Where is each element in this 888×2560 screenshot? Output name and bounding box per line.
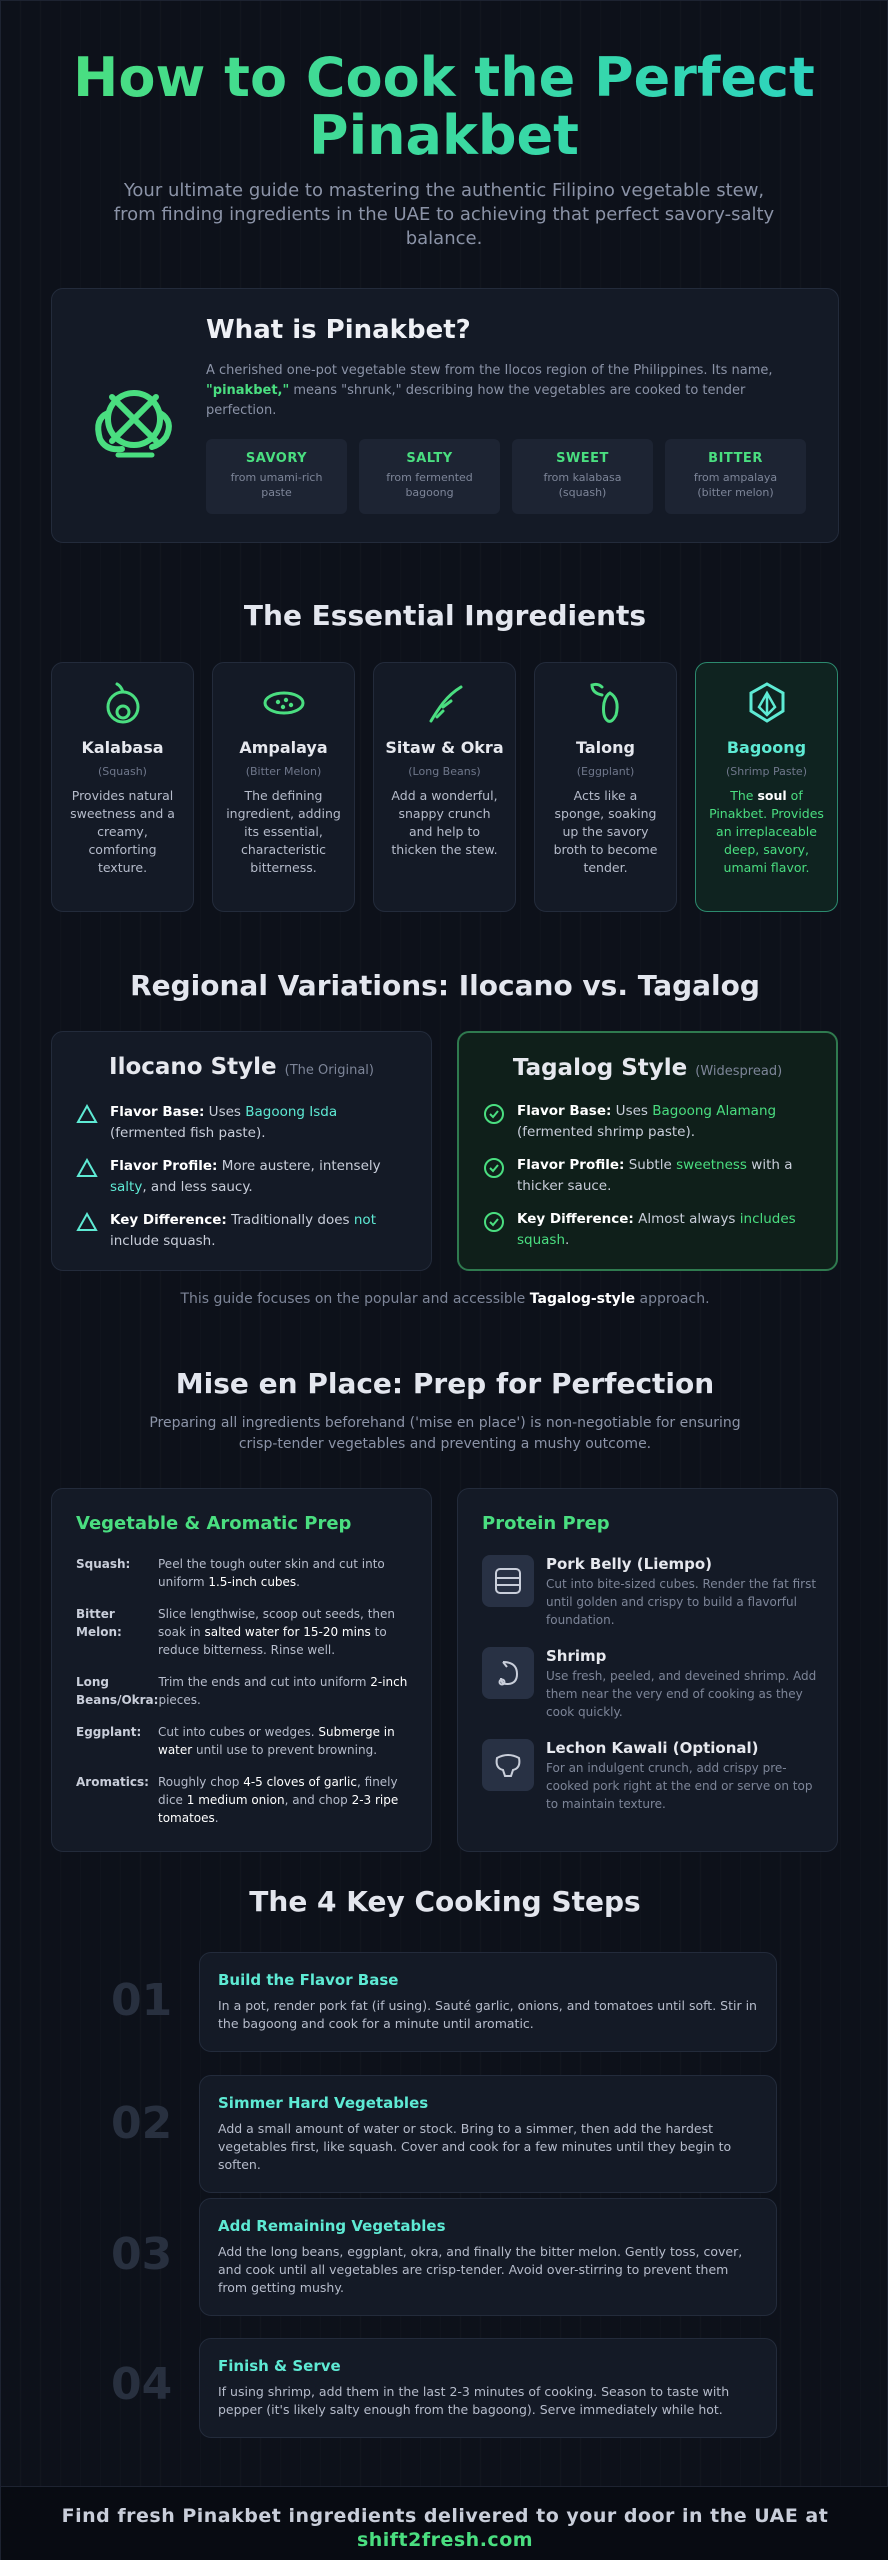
step-number: 03 [111, 2229, 173, 2280]
ilocano-rule: Flavor Profile: More austere, intensely salty, and less saucy. [76, 1156, 411, 1198]
hero [1, 1, 887, 251]
what-title: What is Pinakbet? [206, 315, 471, 345]
footer-text: Find fresh Pinakbet ingredients delivered to your door in the UAE at [61, 2505, 829, 2527]
eggplant-icon [584, 681, 628, 725]
step-card: Finish & Serve If using shrimp, add them in the last 2-3 minutes of cooking. Season to taste with pepper (it's likely salty enough from the bagoong). Serve immediately while hot. [199, 2338, 777, 2438]
taste-savory: SAVORY from umami-rich paste [206, 439, 347, 514]
ingredients-title: The Essential Ingredients [243, 599, 647, 632]
vegetable-prep-card [51, 1488, 432, 1852]
prep-row-long-beans: Long Beans/Okra: Trim the ends and cut into uniform 2-inch pieces. [76, 1675, 408, 1707]
ingredients-list [51, 662, 838, 912]
ingredient-kalabasa: Kalabasa (Squash) Provides natural sweetness and a creamy, comforting texture. [51, 662, 194, 912]
prep-title: Mise en Place: Prep for Perfection [175, 1367, 715, 1400]
vegetable-prep-title: Vegetable & Aromatic Prep [76, 1513, 352, 1534]
taste-salty: SALTY from fermented bagoong [359, 439, 500, 514]
prep-row-aromatics: Aromatics: Roughly chop 4-5 cloves of garlic, finely dice 1 medium onion, and chop 2-3 ripe tomatoes. [76, 1775, 399, 1825]
ingredient-ampalaya: Ampalaya (Bitter Melon) The defining ingredient, adding its essential, characteristic bitterness. [212, 662, 355, 912]
ingredient-sitaw-okra: Sitaw & Okra (Long Beans) Add a wonderful, snappy crunch and help to thicken the stew. [373, 662, 516, 912]
protein-prep-card [457, 1488, 838, 1852]
page-subtitle: Your ultimate guide to mastering the authentic Filipino vegetable stew, from finding ingredients in the UAE to achieving that perfect savory-salty balance. [113, 180, 775, 249]
check-circle-icon [483, 1103, 505, 1125]
protein-item: Shrimp Use fresh, peeled, and deveined shrimp. Add them near the very end of cooking as they cook quickly. [482, 1647, 817, 1721]
check-circle-icon [483, 1157, 505, 1179]
lechon-kawali-icon [493, 1750, 523, 1780]
shrimp-paste-icon [745, 681, 789, 725]
regional-note: This guide focuses on the popular and accessible Tagalog-style approach. [180, 1291, 710, 1307]
ilocano-title: Ilocano Style (The Original) [109, 1054, 374, 1080]
pot-icon [82, 369, 182, 469]
what-is-pinakbet-card [51, 288, 839, 543]
protein-item: Pork Belly (Liempo) Cut into bite-sized cubes. Render the fat first until golden and crispy to build a flavorful foundation. [482, 1555, 817, 1629]
what-description: A cherished one-pot vegetable stew from the Ilocos region of the Philippines. Its name, "pinakbet," means "shrunk," describing how the vegetables are cooked to tender perfection. [206, 363, 773, 418]
tagalog-rule: Flavor Profile: Subtle sweetness with a thicker sauce. [483, 1155, 818, 1197]
bitter-melon-icon [262, 681, 306, 725]
taste-profile-list [206, 439, 806, 514]
squash-icon [101, 681, 145, 725]
prep-row-eggplant: Eggplant: Cut into cubes or wedges. Submerge in water until use to prevent browning. [76, 1725, 395, 1757]
ilocano-rule: Flavor Base: Uses Bagoong Isda (fermented fish paste). [76, 1102, 411, 1144]
protein-prep-title: Protein Prep [482, 1513, 610, 1534]
long-beans-icon [423, 681, 467, 725]
step-number: 02 [111, 2098, 173, 2149]
taste-sweet: SWEET from kalabasa (squash) [512, 439, 653, 514]
triangle-icon [76, 1158, 98, 1178]
protein-item: Lechon Kawali (Optional) For an indulgent crunch, add crispy pre-cooked pork right at the end or serve on top to maintain texture. [482, 1739, 817, 1813]
step-number: 04 [111, 2359, 173, 2410]
step-card: Simmer Hard Vegetables Add a small amount of water or stock. Bring to a simmer, then add the hardest vegetables first, like squash. Cover and cook for a few minutes until they begin to soften. [199, 2075, 777, 2193]
step-card: Add Remaining Vegetables Add the long beans, eggplant, okra, and finally the bitter melon. Gently toss, cover, and cook until all vegetables are crisp-tender. Avoid over-stirring to prevent them from getting mushy. [199, 2198, 777, 2316]
steps-title: The 4 Key Cooking Steps [249, 1885, 641, 1918]
taste-bitter: BITTER from ampalaya (bitter melon) [665, 439, 806, 514]
tagalog-rule: Key Difference: Almost always includes squash. [483, 1209, 818, 1251]
pork-belly-icon [493, 1566, 523, 1596]
ingredient-talong: Talong (Eggplant) Acts like a sponge, soaking up the savory broth to become tender. [534, 662, 677, 912]
step-card: Build the Flavor Base In a pot, render pork fat (if using). Sauté garlic, onions, and tomatoes until soft. Stir in the bagoong and cook for a minute until aromatic. [199, 1952, 777, 2052]
check-circle-icon [483, 1211, 505, 1233]
shrimp-icon [493, 1658, 523, 1688]
prep-row-squash: Squash: Peel the tough outer skin and cut into uniform 1.5-inch cubes. [76, 1557, 385, 1589]
triangle-icon [76, 1212, 98, 1232]
ilocano-rule: Key Difference: Traditionally does not include squash. [76, 1210, 411, 1252]
tagalog-title: Tagalog Style (Widespread) [512, 1055, 783, 1081]
prep-row-bitter-melon: Bitter Melon: Slice lengthwise, scoop out seeds, then soak in salted water for 15-20 mins to reduce bitterness. Rinse well. [76, 1607, 395, 1657]
pinakbet-highlight: "pinakbet," [206, 383, 290, 398]
regional-title: Regional Variations: Ilocano vs. Tagalog [130, 969, 760, 1002]
tagalog-rule: Flavor Base: Uses Bagoong Alamang (fermented shrimp paste). [483, 1101, 818, 1143]
ingredient-bagoong: Bagoong (Shrimp Paste) The soul of Pinakbet. Provides an irreplaceable deep, savory, umami flavor. [695, 662, 838, 912]
tagalog-style-card [457, 1031, 838, 1271]
ilocano-style-card [51, 1031, 432, 1271]
footer-link[interactable]: shift2fresh.com [356, 2529, 534, 2551]
footer [1, 2486, 888, 2560]
triangle-icon [76, 1104, 98, 1124]
step-number: 01 [111, 1975, 173, 2026]
page-title: How to Cook the Perfect Pinakbet [64, 49, 824, 165]
prep-subtitle: Preparing all ingredients beforehand ('mise en place') is non-negotiable for ensuring crisp-tender vegetables and preventing a mushy outcome. [149, 1415, 741, 1452]
